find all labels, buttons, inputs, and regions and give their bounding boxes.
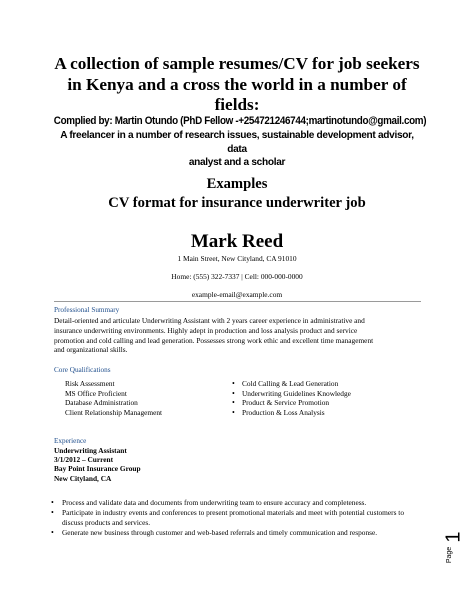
qualification-item: Risk Assessment xyxy=(65,379,115,388)
job-duties-list xyxy=(51,498,421,538)
job-title: Underwriting Assistant xyxy=(54,446,127,455)
title-line: A collection of sample resumes/CV for job seekers xyxy=(54,54,420,73)
qualifications-left-list xyxy=(55,379,215,417)
qualification-item: • Product & Service Promotion xyxy=(232,398,422,408)
qualification-item: • Underwriting Guidelines Knowledge xyxy=(232,389,422,399)
summary-line: insurance underwriting environments. Highly adept in production and loss analysis product and service xyxy=(54,325,358,335)
author-description xyxy=(50,129,424,170)
job-location: New Cityland, CA xyxy=(54,473,112,483)
candidate-address: 1 Main Street, New Cityland, CA 91010 xyxy=(177,254,297,263)
professional-summary-heading: Professional Summary xyxy=(54,306,120,314)
summary-line: and organizational skills. xyxy=(54,345,128,355)
examples-heading: Examples xyxy=(206,176,268,192)
author-description-line: A freelancer in a number of research issues, sustainable development advisor, data xyxy=(60,130,414,155)
title-line: in Kenya and a cross the world in a number of xyxy=(67,74,407,94)
qualification-item: • Cold Calling & Lead Generation xyxy=(232,379,422,389)
core-qualifications-heading: Core Qualifications xyxy=(54,366,111,374)
duty-item: • Process and validate data and documents from underwriting team to ensure accuracy and completeness. xyxy=(51,498,421,508)
candidate-email: example-email@example.com xyxy=(191,290,283,299)
qualification-item: Database Administration xyxy=(65,398,138,408)
qualification-item: Client Relationship Management xyxy=(65,407,163,417)
experience-entry xyxy=(54,446,141,483)
experience-heading: Experience xyxy=(54,437,87,445)
professional-summary-text xyxy=(54,316,420,355)
qualification-item: MS Office Proficient xyxy=(65,388,127,398)
qualifications-right-list xyxy=(232,379,422,417)
page-label xyxy=(446,545,454,565)
page-number: 1 xyxy=(442,531,465,543)
candidate-phones: Home: (555) 322-7337 | Cell: 000-000-0000 xyxy=(171,272,303,281)
qualification-item: • Production & Loss Analysis xyxy=(232,408,422,418)
summary-line: Detail-oriented and articulate Underwriting Assistant with 2 years career experience in administrative and xyxy=(54,316,365,325)
title-line: fields: xyxy=(214,95,260,114)
author-description-line: analyst and a scholar xyxy=(188,157,286,168)
summary-line: promotion and cold calling and lead generation. Possesses strong work ethic and excellent time management xyxy=(54,335,374,345)
company-name: Bay Point Insurance Group xyxy=(54,464,141,474)
page-label-text: Page xyxy=(446,546,454,564)
job-dates: 3/1/2012 – Current xyxy=(54,455,114,465)
duty-item: • Participate in industry events and conferences to present promotional materials and meet with potential customers to discuss products and services. xyxy=(51,508,421,528)
compiled-by-line: Complied by: Martin Otundo (PhD Fellow -+254721246744;martinotundo@gmail.com) xyxy=(53,115,427,127)
candidate-name: Mark Reed xyxy=(190,231,284,252)
divider-line xyxy=(54,301,421,302)
duty-item: • Generate new business through customer and web-based referrals and timely communication and response. xyxy=(51,528,421,538)
document-title xyxy=(40,54,434,116)
cv-format-heading: CV format for insurance underwriter job xyxy=(108,195,366,211)
